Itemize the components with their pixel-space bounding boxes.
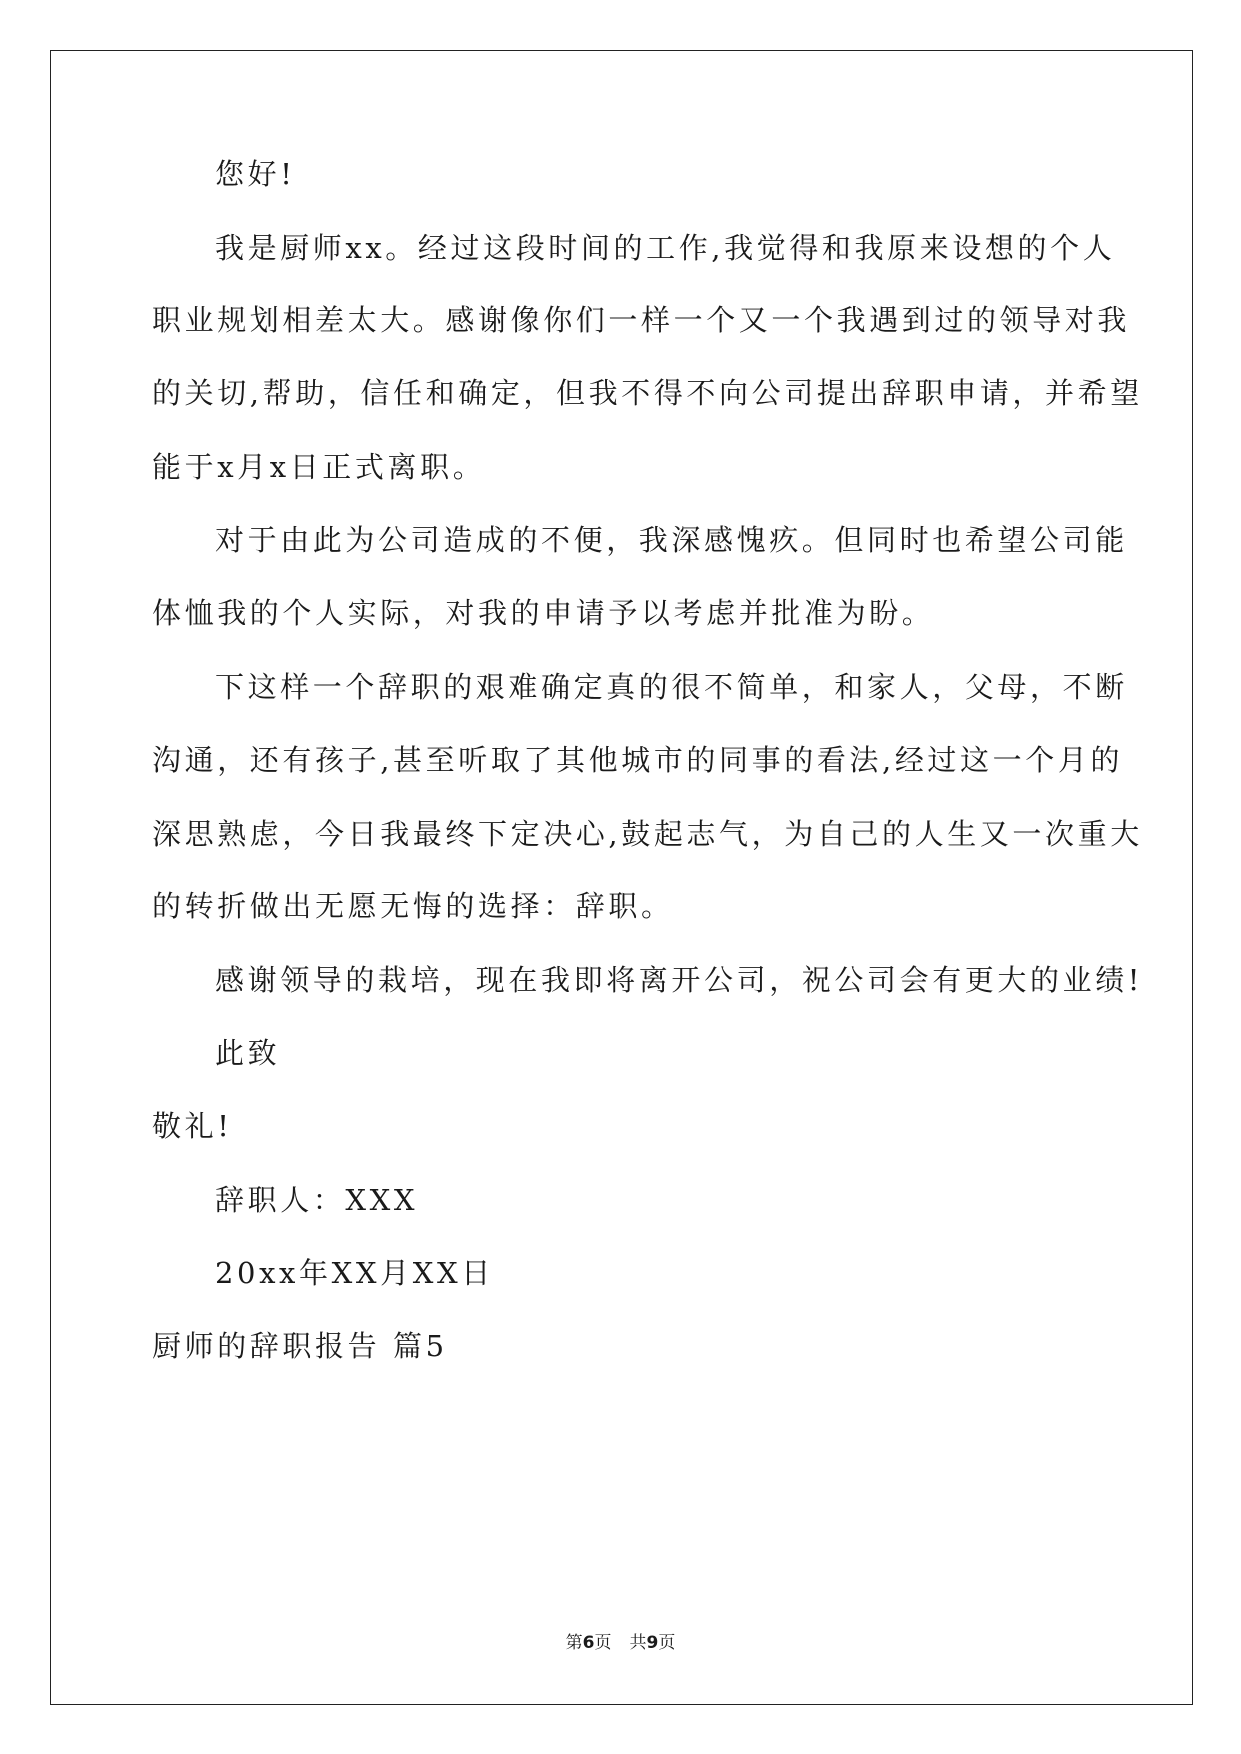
page-border (50, 50, 1193, 1705)
body-line: 的转折做出无愿无悔的选择：辞职。 (152, 889, 674, 923)
footer-page-suffix: 页 (594, 1633, 612, 1653)
greeting: 您好! (215, 157, 296, 191)
closing-phrase: 此致 (215, 1036, 281, 1070)
signature-line: 辞职人：XXX (215, 1183, 419, 1217)
salutation: 敬礼! (152, 1109, 233, 1143)
footer-total-prefix: 共 (629, 1633, 647, 1653)
footer-page-prefix: 第 (565, 1633, 583, 1653)
body-line: 深思熟虑，今日我最终下定决心,鼓起志气，为自己的人生又一次重大 (152, 817, 1143, 851)
footer-total-number: 9 (646, 1633, 659, 1653)
section-heading: 厨师的辞职报告 篇5 (152, 1329, 448, 1363)
body-line: 体恤我的个人实际，对我的申请予以考虑并批准为盼。 (152, 596, 935, 630)
body-line: 感谢领导的栽培，现在我即将离开公司，祝公司会有更大的业绩! (215, 963, 1144, 997)
date-line: 20xx年XX月XX日 (215, 1256, 494, 1290)
body-line: 下这样一个辞职的艰难确定真的很不简单，和家人，父母，不断 (215, 670, 1128, 704)
body-line: 能于x月x日正式离职。 (152, 450, 486, 484)
body-line: 对于由此为公司造成的不便，我深感愧疚。但同时也希望公司能 (215, 523, 1128, 557)
footer-page-number: 6 (582, 1633, 595, 1653)
page-footer (0, 1631, 1241, 1655)
footer-total-suffix: 页 (658, 1633, 676, 1653)
body-line: 职业规划相差太大。感谢像你们一样一个又一个我遇到过的领导对我 (152, 303, 1131, 337)
body-line: 的关切,帮助，信任和确定，但我不得不向公司提出辞职申请，并希望 (152, 376, 1143, 410)
body-line: 我是厨师xx。经过这段时间的工作,我觉得和我原来设想的个人 (215, 231, 1116, 265)
body-line: 沟通，还有孩子,甚至听取了其他城市的同事的看法,经过这一个月的 (152, 743, 1124, 777)
